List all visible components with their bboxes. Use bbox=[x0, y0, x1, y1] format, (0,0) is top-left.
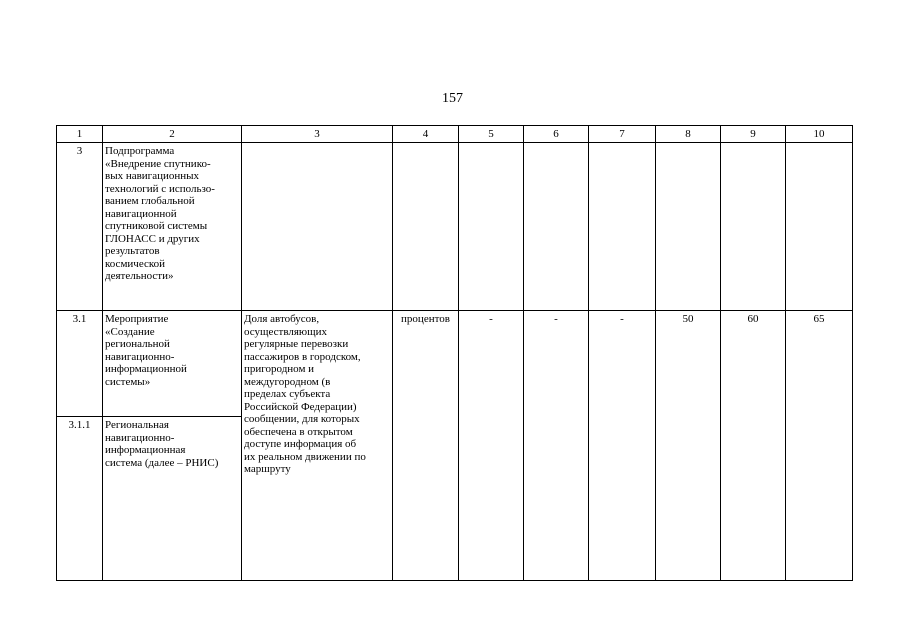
indicators-table bbox=[56, 125, 853, 581]
value-cell-8: 50 bbox=[656, 311, 721, 581]
header-cell-1: 1 bbox=[57, 126, 103, 143]
header-cell-8: 8 bbox=[656, 126, 721, 143]
row-number: 3 bbox=[57, 143, 103, 311]
value-cell-7: - bbox=[589, 311, 656, 581]
header-cell-5: 5 bbox=[459, 126, 524, 143]
empty-cell bbox=[786, 143, 853, 311]
header-cell-9: 9 bbox=[721, 126, 786, 143]
header-row bbox=[57, 126, 853, 143]
value-cell-9: 60 bbox=[721, 311, 786, 581]
empty-cell bbox=[524, 143, 589, 311]
empty-cell bbox=[242, 143, 393, 311]
unit-cell: процентов bbox=[393, 311, 459, 581]
empty-cell bbox=[656, 143, 721, 311]
row-number: 3.1.1 bbox=[57, 417, 103, 581]
row-name: Региональная навигационно- информационная система (далее – РНИС) bbox=[103, 417, 242, 581]
header-cell-7: 7 bbox=[589, 126, 656, 143]
empty-cell bbox=[721, 143, 786, 311]
row-name: Мероприятие «Создание региональной навигационно- информационной системы» bbox=[103, 311, 242, 417]
page-number: 157 bbox=[442, 91, 463, 106]
row-number: 3.1 bbox=[57, 311, 103, 417]
empty-cell bbox=[589, 143, 656, 311]
header-cell-6: 6 bbox=[524, 126, 589, 143]
value-cell-5: - bbox=[459, 311, 524, 581]
header-cell-4: 4 bbox=[393, 126, 459, 143]
header-cell-10: 10 bbox=[786, 126, 853, 143]
indicator-name: Доля автобусов, осуществляющих регулярные перевозки пассажиров в городском, пригородном и междугородном (в пределах субъекта Российской Федерации) сообщении, для которых обеспечена в открытом доступе информация об их реальном движении по маршруту bbox=[242, 311, 393, 581]
row-name: Подпрограмма «Внедрение спутнико- вых навигационных технологий с использо- ванием глобальной навигационной спутниковой системы ГЛОНАСС и других результатов космической деятельности» bbox=[103, 143, 242, 311]
table-row bbox=[57, 311, 853, 417]
header-cell-2: 2 bbox=[103, 126, 242, 143]
value-cell-6: - bbox=[524, 311, 589, 581]
empty-cell bbox=[393, 143, 459, 311]
table-row bbox=[57, 143, 853, 311]
value-cell-10: 65 bbox=[786, 311, 853, 581]
header-cell-3: 3 bbox=[242, 126, 393, 143]
empty-cell bbox=[459, 143, 524, 311]
